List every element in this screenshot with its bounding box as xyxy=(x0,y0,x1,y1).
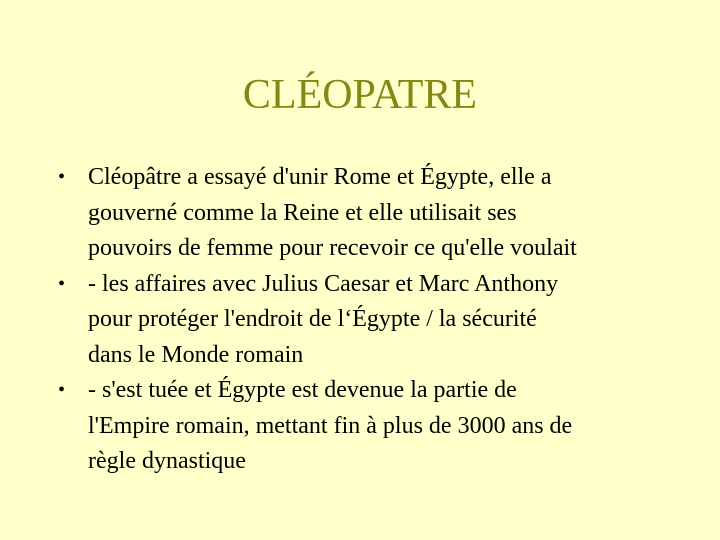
bullet-icon: • xyxy=(58,379,66,401)
bullet-line: dans le Monde romain xyxy=(88,341,304,368)
bullet-line: l'Empire romain, mettant fin à plus de 3000 ans de xyxy=(88,412,573,439)
bullet-icon: • xyxy=(58,166,66,188)
bullet-item-2 xyxy=(58,267,678,374)
bullet-item-1 xyxy=(58,160,678,267)
bullet-line: pour protéger l'endroit de l‘Égypte / la sécurité xyxy=(88,306,537,332)
bullet-item-3 xyxy=(58,373,678,480)
bullet-list xyxy=(58,160,678,480)
bullet-line: Cléopâtre a essayé d'unir Rome et Égypte, elle a xyxy=(88,164,552,190)
bullet-line: - les affaires avec Julius Caesar et Marc Anthony xyxy=(88,270,559,297)
bullet-icon: • xyxy=(58,272,66,295)
slide-title: CLÉOPATRE xyxy=(242,72,478,118)
bullet-line: gouverné comme la Reine et elle utilisait ses xyxy=(88,199,517,226)
bullet-line: - s'est tuée et Égypte est devenue la partie de xyxy=(88,377,517,403)
bullet-line: règle dynastique xyxy=(88,448,246,474)
bullet-line: pouvoirs de femme pour recevoir ce qu'elle voulait xyxy=(88,235,577,261)
